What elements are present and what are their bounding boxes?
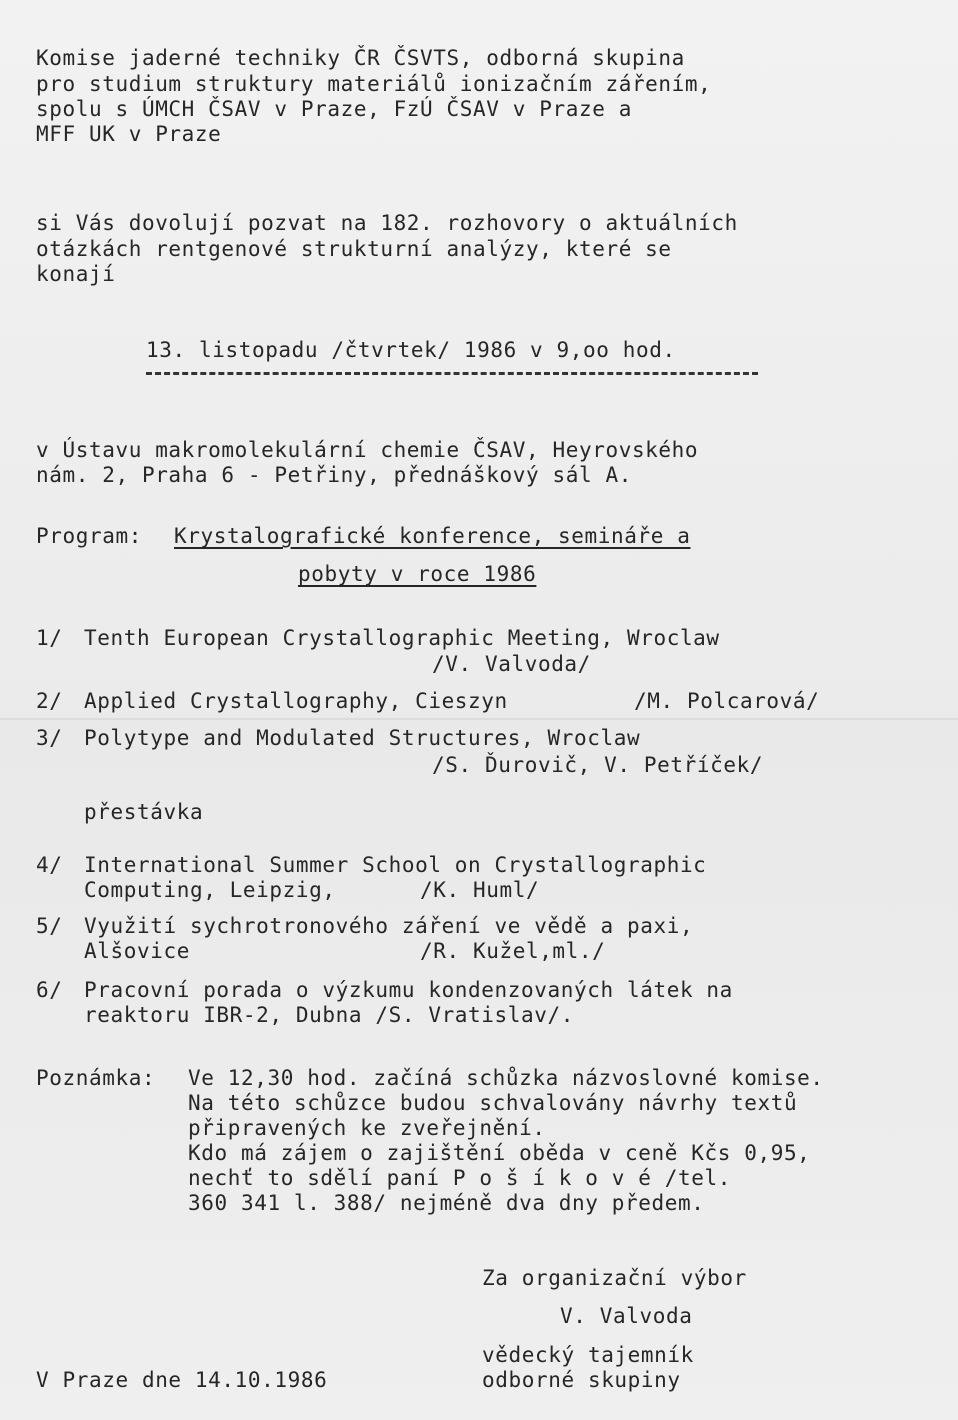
item-4-number: 4/ — [36, 853, 63, 877]
signature-role-2: odborné skupiny — [482, 1368, 681, 1392]
invitation-line-1: si Vás dovolují pozvat na 182. rozhovory o aktuálních — [36, 211, 738, 235]
note-line-4: Kdo má zájem o zajištění oběda v ceně Kčs 0,95, — [188, 1141, 811, 1165]
break-label: přestávka — [84, 800, 204, 824]
item-6-title-cont: reaktoru IBR-2, Dubna /S. Vratislav/. — [84, 1003, 574, 1027]
item-4-title: International Summer School on Crystallographic — [84, 853, 707, 877]
item-3-number: 3/ — [36, 726, 63, 750]
note-line-3: připravených ke zveřejnění. — [188, 1116, 546, 1140]
item-1-title: Tenth European Crystallographic Meeting, Wroclaw — [84, 626, 720, 650]
note-line-1: Ve 12,30 hod. začíná schůzka názvoslovné komise. — [188, 1066, 824, 1090]
date-underline — [146, 372, 758, 375]
header-line-2: pro studium struktury materiálů ionizačním zářením, — [36, 72, 712, 96]
item-6-title: Pracovní porada o výzkumu kondenzovaných látek na — [84, 978, 733, 1002]
place-and-date: V Praze dne 14.10.1986 — [36, 1368, 328, 1392]
item-4-speaker: /K. Huml/ — [420, 878, 540, 902]
header-line-4: MFF UK v Praze — [36, 122, 222, 146]
note-line-2: Na této schůzce budou schvalovány návrhy textů — [188, 1091, 798, 1115]
item-5-title-cont: Alšovice — [84, 939, 190, 963]
item-6-number: 6/ — [36, 978, 63, 1002]
item-4-title-cont: Computing, Leipzig, — [84, 878, 336, 902]
item-5-title: Využití sychrotronového záření ve vědě a paxi, — [84, 914, 694, 938]
item-3-title: Polytype and Modulated Structures, Wroclaw — [84, 726, 641, 750]
item-1-number: 1/ — [36, 626, 63, 650]
item-2-title: Applied Crystallography, Cieszyn — [84, 689, 508, 713]
note-line-5: nechť to sdělí paní P o š í k o v é /tel. — [188, 1166, 731, 1190]
location-line-1: v Ústavu makromolekulární chemie ČSAV, Heyrovského — [36, 438, 699, 462]
invitation-line-2: otázkách rentgenové strukturní analýzy, které se — [36, 237, 672, 261]
invitation-line-3: konají — [36, 262, 116, 286]
signature-role-1: vědecký tajemník — [482, 1343, 694, 1367]
location-line-2: nám. 2, Praha 6 - Petřiny, přednáškový sál A. — [36, 463, 632, 487]
item-2-speaker: /M. Polcarová/ — [634, 689, 820, 713]
header-line-1: Komise jaderné techniky ČR ČSVTS, odborná skupina — [36, 46, 685, 70]
note-label: Poznámka: — [36, 1066, 156, 1090]
note-line-6: 360 341 l. 388/ nejméně dva dny předem. — [188, 1191, 705, 1215]
paper-fold — [0, 718, 958, 720]
program-title-2: pobyty v roce 1986 — [298, 562, 537, 586]
program-title-1: Krystalografické konference, semináře a — [174, 524, 691, 548]
item-5-speaker: /R. Kužel,ml./ — [420, 939, 606, 963]
header-line-3: spolu s ÚMCH ČSAV v Praze, FzÚ ČSAV v Praze a — [36, 97, 632, 121]
signature-name: V. Valvoda — [560, 1304, 693, 1328]
item-1-speaker: /V. Valvoda/ — [432, 652, 591, 676]
item-3-speaker: /S. Ďurovič, V. Petříček/ — [432, 753, 764, 777]
item-2-number: 2/ — [36, 689, 63, 713]
item-5-number: 5/ — [36, 914, 63, 938]
event-date: 13. listopadu /čtvrtek/ 1986 v 9,oo hod. — [146, 338, 676, 362]
signature-line-1: Za organizační výbor — [482, 1266, 747, 1290]
program-label: Program: — [36, 524, 142, 548]
